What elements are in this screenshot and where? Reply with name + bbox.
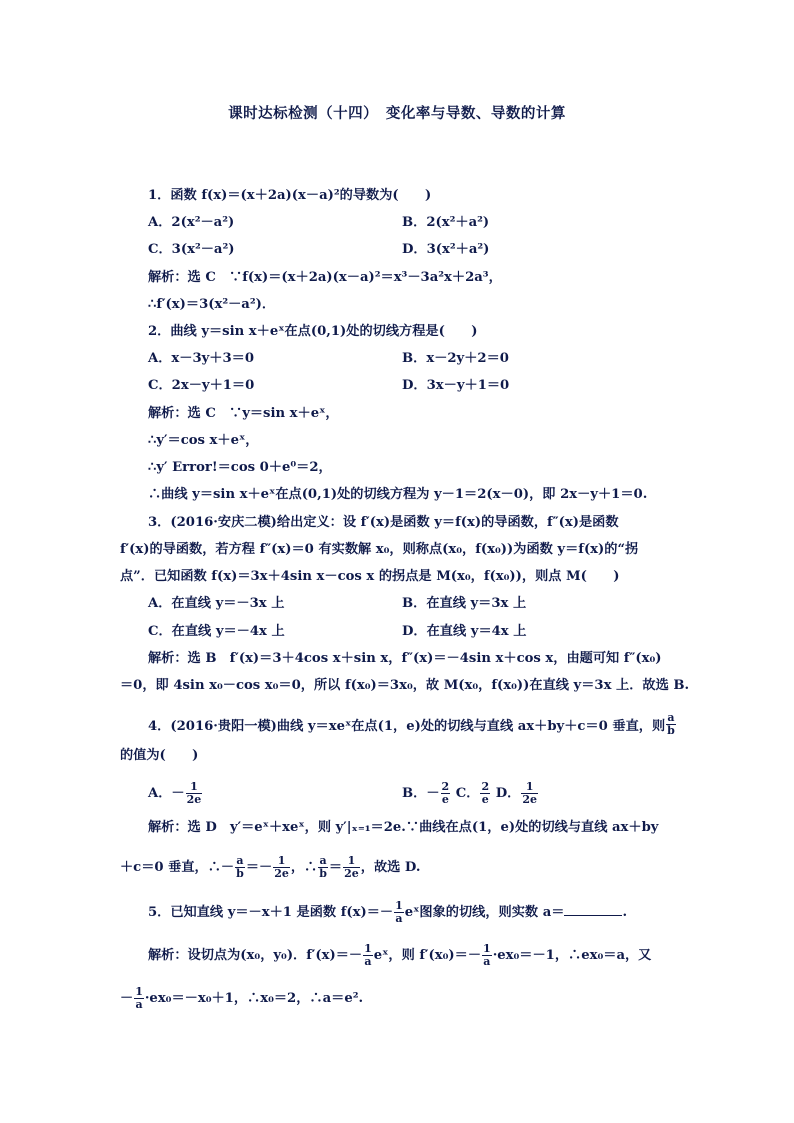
numerator: a <box>319 854 327 867</box>
denominator: b <box>236 867 244 880</box>
option-b-prefix: B．－ <box>402 786 440 801</box>
q1-option-d: D．3(x²＋a²) <box>402 242 490 257</box>
q4-stem-text: 4．(2016·贵阳一模)曲线 y＝xeˣ在点(1，e)处的切线与直线 ax＋by＋c＝0 垂直，则 <box>148 719 666 734</box>
option-b-fraction <box>441 781 451 806</box>
fraction <box>343 855 360 880</box>
q3-stem-line2: f′(x)的导函数，若方程 f″(x)＝0 有实数解 x₀，则称点(x₀，f(x₀))为函数 y＝f(x)的“拐 <box>120 542 639 557</box>
text: 解析：设切点为(x₀，y₀)．f′(x)＝－ <box>148 948 363 963</box>
numerator: 1 <box>521 781 538 794</box>
q2-option-c: C．2x－y＋1＝0 <box>148 378 255 393</box>
q1-stem: 1．函数 f(x)＝(x＋2a)(x－a)²的导数为( ) <box>148 188 432 203</box>
q3-option-b: B．在直线 y＝3x 上 <box>402 596 527 611</box>
fraction <box>394 900 404 925</box>
text: ，∴ <box>290 860 318 875</box>
numerator: a <box>236 854 244 867</box>
text: ，故选 D. <box>360 860 421 875</box>
text: ·ex₀＝－1，∴ex₀＝a，又 <box>492 948 652 963</box>
q4-options-bcd <box>402 781 539 806</box>
q3-option-a: A．在直线 y＝－3x 上 <box>148 596 285 611</box>
q5-stem <box>148 900 627 925</box>
q5-solution-line1 <box>148 943 651 968</box>
numerator: 1 <box>135 985 143 998</box>
numerator: 1 <box>186 781 203 794</box>
q1-option-a: A．2(x²－a²) <box>148 215 235 230</box>
fraction <box>318 855 328 880</box>
q3-solution-line1: 解析：选 B f′(x)＝3＋4cos x＋sin x，f″(x)＝－4sin x＋cos x，由题可知 f″(x₀) <box>148 651 662 666</box>
option-d-fraction <box>521 781 538 806</box>
denominator: a <box>364 955 372 968</box>
numerator: 1 <box>343 855 360 868</box>
text: eˣ，则 f′(x₀)＝－ <box>373 948 482 963</box>
q2-solution-line1: 解析：选 C ∵y＝sin x＋eˣ， <box>148 406 339 421</box>
q1-solution-line2: ∴f′(x)＝3(x²－a²)． <box>148 297 276 312</box>
fraction <box>363 943 373 968</box>
numerator: 1 <box>483 942 491 955</box>
fraction <box>273 855 290 880</box>
q1-option-b: B．2(x²＋a²) <box>402 215 490 230</box>
q1-option-c: C．3(x²－a²) <box>148 242 235 257</box>
q2-solution-line4: ∴曲线 y＝sin x＋eˣ在点(0,1)处的切线方程为 y－1＝2(x－0)，即 2x－y＋1＝0. <box>148 487 648 502</box>
text: ＝－ <box>245 860 273 875</box>
denominator: a <box>483 955 491 968</box>
denominator: a <box>395 912 403 925</box>
q3-stem-line3: 点”．已知函数 f(x)＝3x＋4sin x－cos x 的拐点是 M(x₀，f(x₀))，则点 M( ) <box>120 569 620 584</box>
denominator: 2e <box>344 867 359 880</box>
numerator: 2 <box>441 780 450 793</box>
q4-stem-line1 <box>148 712 677 737</box>
q5-solution-line2 <box>120 986 363 1011</box>
numerator: 1 <box>395 899 403 912</box>
text: eˣ图象的切线，则实数 a＝ <box>404 905 565 920</box>
option-c-fraction <box>480 781 490 806</box>
option-d-prefix: D． <box>495 786 521 801</box>
text: ·ex₀＝－x₀＋1，∴x₀＝2，∴a＝e². <box>144 991 364 1006</box>
q3-option-c: C．在直线 y＝－4x 上 <box>148 624 285 639</box>
q4-stem-line2: 的值为( ) <box>120 748 199 763</box>
denominator: 2e <box>522 793 537 806</box>
q2-option-a: A．x－3y＋3＝0 <box>148 351 255 366</box>
text: － <box>120 991 134 1006</box>
option-a-fraction <box>186 781 203 806</box>
q3-option-d: D．在直线 y＝4x 上 <box>402 624 527 639</box>
denominator: 2e <box>186 793 202 806</box>
denominator: b <box>319 867 327 880</box>
denominator: b <box>667 724 675 737</box>
q2-solution-line2: ∴y′＝cos x＋eˣ， <box>148 433 259 448</box>
text: ＋c＝0 垂直，∴－ <box>120 860 235 875</box>
q4-solution-line2 <box>120 855 420 880</box>
q2-option-d: D．3x－y＋1＝0 <box>402 378 510 393</box>
fraction <box>134 986 144 1011</box>
q2-solution-line3: ∴y′ Error!＝cos 0＋e⁰＝2， <box>148 460 332 475</box>
q2-stem: 2．曲线 y＝sin x＋eˣ在点(0,1)处的切线方程是( ) <box>148 324 478 339</box>
q4-fraction-a-over-b <box>666 712 676 737</box>
fraction <box>235 855 245 880</box>
page-title: 课时达标检测（十四） 变化率与导数、导数的计算 <box>228 105 566 122</box>
option-prefix: A．－ <box>148 786 185 801</box>
text: . <box>622 905 628 920</box>
text: ＝ <box>328 860 343 875</box>
numerator: 1 <box>364 942 372 955</box>
q4-option-a <box>148 781 203 806</box>
q3-stem-line1: 3．(2016·安庆二模)给出定义：设 f′(x)是函数 y＝f(x)的导函数，f″(x)是函数 <box>148 515 619 530</box>
q1-solution-line1: 解析：选 C ∵f(x)＝(x＋2a)(x－a)²＝x³－3a²x＋2a³， <box>148 270 502 285</box>
q3-solution-line2: ＝0，即 4sin x₀－cos x₀＝0，所以 f(x₀)＝3x₀，故 M(x₀，f(x₀))在直线 y＝3x 上．故选 B. <box>120 678 690 693</box>
text: 5．已知直线 y＝－x＋1 是函数 f(x)＝－ <box>148 905 394 920</box>
q2-option-b: B．x－2y＋2＝0 <box>402 351 509 366</box>
option-c-prefix: C． <box>455 786 480 801</box>
numerator: 1 <box>273 855 290 868</box>
denominator: 2e <box>274 867 289 880</box>
numerator: a <box>667 711 675 724</box>
answer-blank <box>564 903 622 916</box>
denominator: a <box>135 998 143 1011</box>
denominator: e <box>481 793 489 806</box>
q4-solution-line1: 解析：选 D y′＝eˣ＋xeˣ，则 y′|ₓ₌₁＝2e.∵曲线在点(1，e)处的切线与直线 ax＋by <box>148 820 659 835</box>
denominator: e <box>441 793 449 806</box>
numerator: 2 <box>481 780 490 793</box>
fraction <box>482 943 492 968</box>
